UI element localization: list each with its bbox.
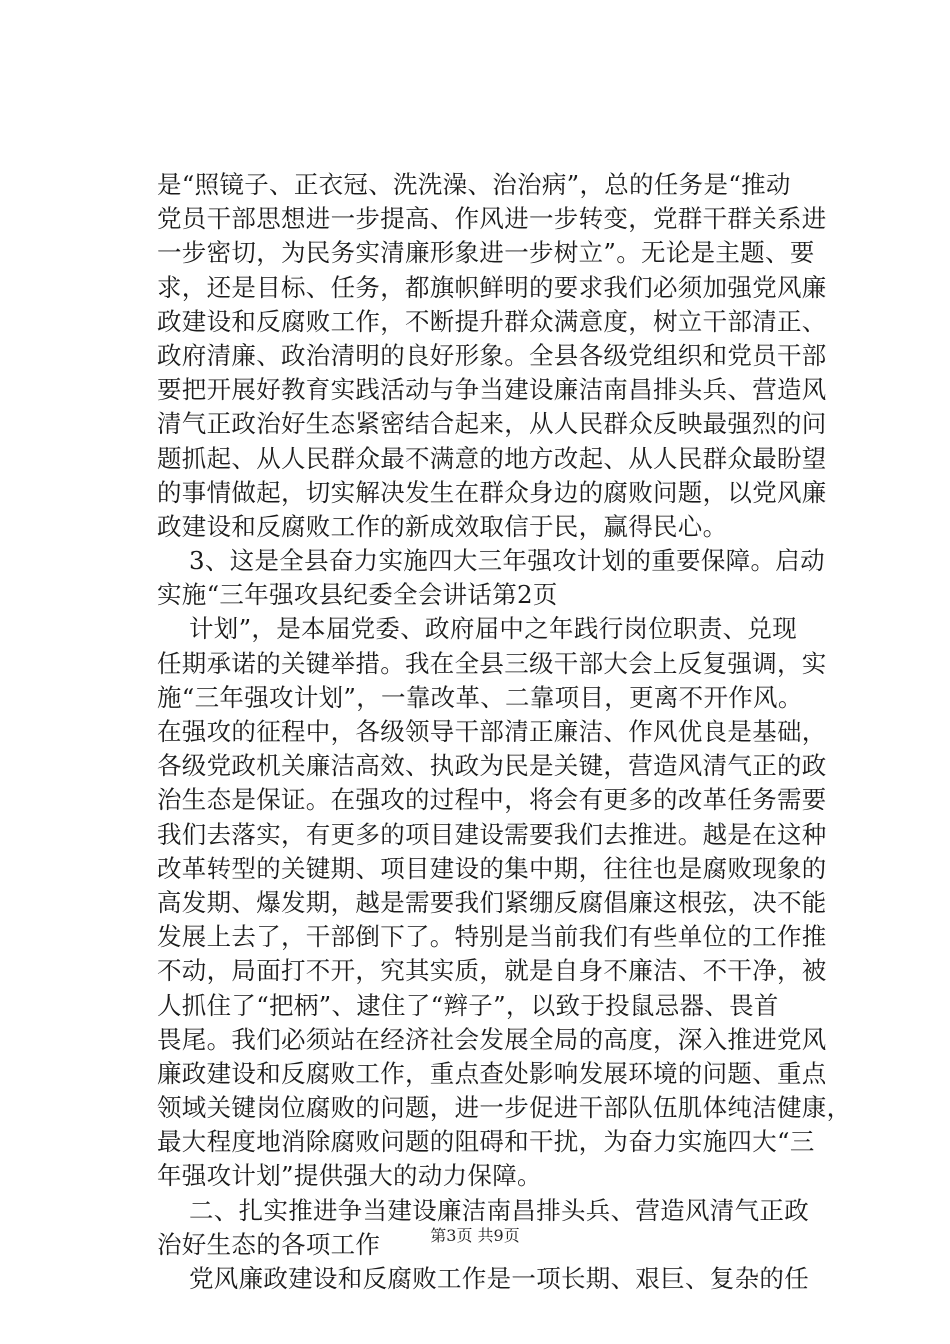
text-line: 题抓起、从人民群众最不满意的地方改起、从人民群众最盼望	[157, 443, 827, 473]
text-line: 最大程度地消除腐败问题的阻碍和干扰，为奋力实施四大“三	[157, 1127, 815, 1157]
page-number-footer: 第3页 共9页	[430, 1226, 520, 1245]
text-line: 发展上去了，干部倒下了。特别是当前我们有些单位的工作推	[157, 922, 827, 952]
text-line: 政建设和反腐败工作，不断提升群众满意度，树立干部清正、	[157, 306, 827, 336]
text-line: 高发期、爆发期，越是需要我们紧绷反腐倡廉这根弦，决不能	[157, 887, 827, 917]
text-line: 改革转型的关键期、项目建设的集中期，往往也是腐败现象的	[157, 853, 827, 883]
document-body	[157, 168, 852, 1296]
text-line: 廉政建设和反腐败工作，重点查处影响发展环境的问题、重点	[157, 1058, 827, 1088]
text-line: 计划”，是本届党委、政府届中之年践行岗位职责、兑现	[189, 614, 798, 644]
text-line: 清气正政治好生态紧密结合起来，从人民群众反映最强烈的问	[157, 409, 827, 439]
text-line: 不动，局面打不开，究其实质，就是自身不廉洁、不干净，被	[157, 956, 827, 986]
text-line: 一步密切，为民务实清廉形象进一步树立”。无论是主题、要	[157, 238, 815, 268]
text-line: 3、这是全县奋力实施四大三年强攻计划的重要保障。启动	[189, 546, 825, 576]
text-line: 领域关键岗位腐败的问题，进一步促进干部队伍肌体纯洁健康，	[157, 1093, 852, 1123]
text-line: 要把开展好教育实践活动与争当建设廉洁南昌排头兵、营造风	[157, 375, 827, 405]
text-line: 各级党政机关廉洁高效、执政为民是关键，营造风清气正的政	[157, 751, 827, 781]
text-line: 任期承诺的关键举措。我在全县三级干部大会上反复强调，实	[157, 648, 827, 678]
text-line: 施“三年强攻计划”，一靠改革、二靠项目，更离不开作风。	[157, 682, 803, 712]
text-line: 是“照镜子、正衣冠、洗洗澡、治治病”，总的任务是“推动	[157, 170, 791, 199]
text-line: 政府清廉、政治清明的良好形象。全县各级党组织和党员干部	[157, 340, 827, 370]
section-heading: 治好生态的各项工作	[157, 1229, 381, 1259]
text-line: 我们去落实，有更多的项目建设需要我们去推进。越是在这种	[157, 819, 827, 849]
text-line: 求，还是目标、任务，都旗帜鲜明的要求我们必须加强党风廉	[157, 272, 827, 302]
text-line: 党员干部思想进一步提高、作风进一步转变，党群干群关系进	[157, 204, 827, 234]
text-line: 治生态是保证。在强攻的过程中，将会有更多的改革任务需要	[157, 785, 827, 815]
text-line: 年强攻计划”提供强大的动力保障。	[157, 1161, 542, 1191]
text-line: 党风廉政建设和反腐败工作是一项长期、艰巨、复杂的任	[189, 1264, 809, 1293]
text-line: 的事情做起，切实解决发生在群众身边的腐败问题，以党风廉	[157, 477, 827, 507]
text-line: 人抓住了“把柄”、逮住了“辫子”，以致于投鼠忌器、畏首	[157, 990, 779, 1020]
text-line: 畏尾。我们必须站在经济社会发展全局的高度，深入推进党风	[157, 1024, 827, 1054]
section-heading: 二、扎实推进争当建设廉洁南昌排头兵、营造风清气正政	[189, 1195, 809, 1225]
text-line: 实施“三年强攻县纪委全会讲话第2页	[157, 580, 558, 610]
text-line: 在强攻的征程中，各级领导干部清正廉洁、作风优良是基础，	[157, 717, 827, 746]
text-line: 政建设和反腐败工作的新成效取信于民，赢得民心。	[157, 511, 728, 541]
